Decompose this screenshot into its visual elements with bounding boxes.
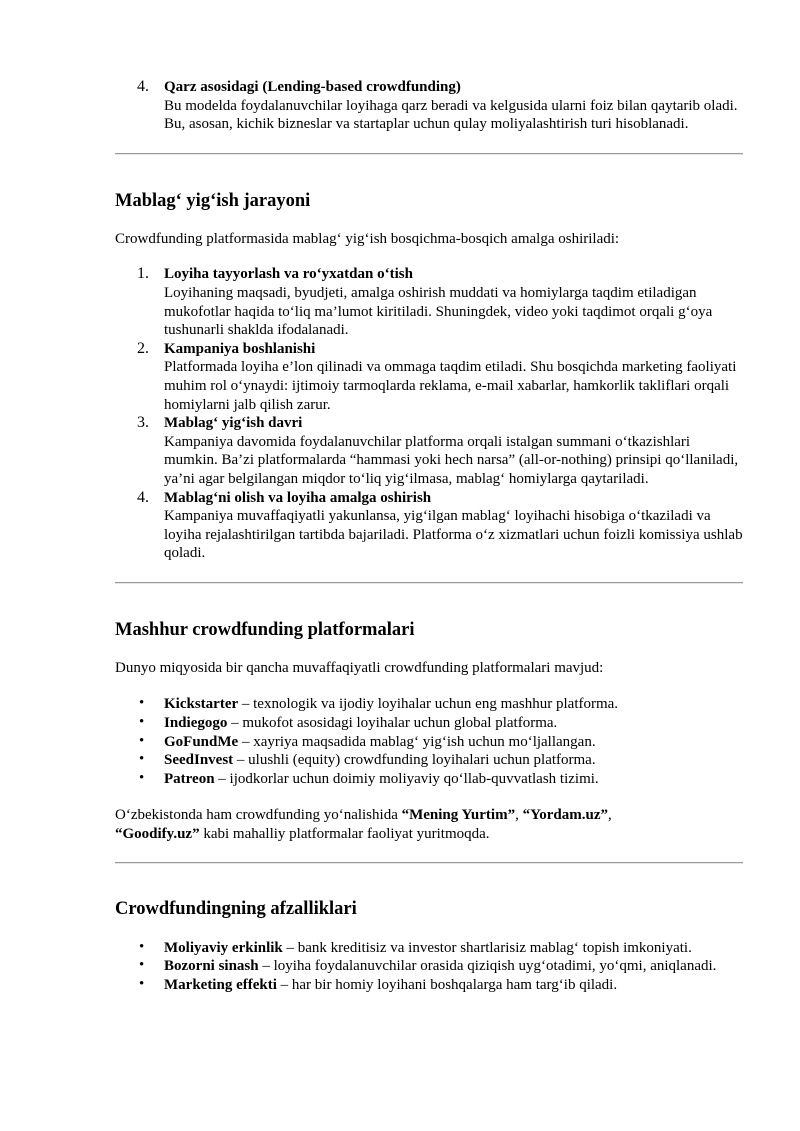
uz-tail: kabi mahalliy platformalar faoliyat yuritmoqda. xyxy=(199,826,490,843)
lending-item xyxy=(115,78,743,134)
section-heading: Mablag‘ yig‘ish jarayoni xyxy=(115,190,311,211)
item-title: Kampaniya boshlanishi xyxy=(164,340,316,357)
list-number: 3. xyxy=(137,414,149,432)
item-title: Mablag‘ni olish va loyiha amalga oshirish xyxy=(164,489,432,506)
platforms-list xyxy=(115,695,743,788)
platform-name: Patreon xyxy=(164,770,215,787)
bullet: • xyxy=(139,769,145,786)
platform-desc: – texnologik va ijodiy loyihalar uchun eng mashhur platforma. xyxy=(238,696,619,713)
list-item xyxy=(115,340,743,414)
advantage-desc: – loyiha foydalanuvchilar orasida qiziqish uyg‘otadimi, yo‘qmi, aniqlanadi. xyxy=(258,958,717,975)
list-number: 2. xyxy=(137,339,149,357)
list-item xyxy=(115,489,743,563)
list-item xyxy=(115,714,743,733)
platform-desc: – xayriya maqsadida mablag‘ yig‘ish uchun mo‘ljallangan. xyxy=(238,733,596,750)
uz-separator: , xyxy=(608,807,612,824)
section-intro: Crowdfunding platformasida mablag‘ yig‘ish bosqichma-bosqich amalga oshiriladi: xyxy=(115,230,620,247)
uzbekistan-paragraph xyxy=(115,806,743,843)
advantage-desc: – har bir homiy loyihani boshqalarga ham targ‘ib qiladi. xyxy=(276,976,618,993)
bullet: • xyxy=(139,957,145,974)
section-divider xyxy=(115,862,743,863)
list-item xyxy=(115,414,743,488)
bullet: • xyxy=(139,751,145,768)
item-text: Kampaniya davomida foydalanuvchilar platforma orqali istalgan summani o‘tkazishlari mumkin. Ba’zi platformalarda “hammasi yoki hech narsa” (all-or-nothing) prinsipi qo‘llaniladi, ya’ni agar belgilangan miqdor to‘liq yig‘ilmasa, mablag‘ homiylarga qaytariladi. xyxy=(164,433,739,487)
item-title: Mablag‘ yig‘ish davri xyxy=(164,415,303,432)
list-item xyxy=(115,751,743,770)
list-item xyxy=(115,770,743,789)
list-item xyxy=(115,976,743,995)
bullet: • xyxy=(139,695,145,712)
list-item xyxy=(115,695,743,714)
section-divider xyxy=(115,153,743,154)
section-heading: Crowdfundingning afzalliklari xyxy=(115,898,357,919)
platform-name: SeedInvest xyxy=(164,752,234,769)
item-title: Qarz asosidagi (Lending-based crowdfunding) xyxy=(164,79,461,95)
bullet: • xyxy=(139,714,145,731)
item-title: Loyiha tayyorlash va ro‘yxatdan o‘tish xyxy=(164,266,413,283)
platform-desc: – mukofot asosidagi loyihalar uchun global platforma. xyxy=(227,715,558,732)
advantage-desc: – bank kreditisiz va investor shartlarisiz mablag‘ topish imkoniyati. xyxy=(282,939,692,956)
section-intro: Dunyo miqyosida bir qancha muvaffaqiyatli crowdfunding platformalari mavjud: xyxy=(115,659,604,676)
uz-platform-name: “Goodify.uz” xyxy=(115,826,200,843)
item-text: Kampaniya muvaffaqiyatli yakunlansa, yig‘ilgan mablag‘ loyihachi hisobiga o‘tkaziladi va loyiha rejalashtirilgan tartibda bajariladi. Platforma o‘z xizmatlari uchun foizli komissiya ushlab qoladi. xyxy=(164,508,743,562)
list-item xyxy=(115,957,743,976)
platform-desc: – ijodkorlar uchun doimiy moliyaviy qo‘llab-quvvatlash tizimi. xyxy=(214,770,599,787)
platform-name: GoFundMe xyxy=(164,733,239,750)
item-text: Bu modelda foydalanuvchilar loyihaga qarz beradi va kelgusida ularni foiz bilan qaytarib oladi. Bu, asosan, kichik bizneslar va startaplar uchun qulay moliyalashtirish turi hisoblanadi. xyxy=(164,97,738,133)
section-divider xyxy=(115,582,743,583)
bullet: • xyxy=(139,732,145,749)
item-text: Loyihaning maqsadi, byudjeti, amalga oshirish muddati va homiylarga taqdim etiladigan mukofotlar haqida to‘liq ma’lumot kiritiladi. Shuningdek, video yoki taqdimot orqali g‘oya tushunarli shaklda ifodalanadi. xyxy=(164,284,713,339)
uz-separator: , xyxy=(515,807,523,824)
advantage-name: Marketing effekti xyxy=(164,976,277,993)
uz-platform-name: “Yordam.uz” xyxy=(522,807,609,824)
document-page xyxy=(115,74,743,994)
list-item xyxy=(115,265,743,339)
uz-platform-name: “Mening Yurtim” xyxy=(401,807,516,824)
item-text: Platformada loyiha e’lon qilinadi va ommaga taqdim etiladi. Shu bosqichda marketing faoliyati muhim rol o‘ynaydi: ijtimoiy tarmoqlarda reklama, e-mail xabarlar, hamkorlik takliflari orqali homiylarni jalb qilish zarur. xyxy=(164,359,737,413)
bullet: • xyxy=(139,975,145,992)
advantages-list xyxy=(115,939,743,995)
list-number: 4. xyxy=(137,78,149,95)
platform-desc: – ulushli (equity) crowdfunding loyihalari uchun platforma. xyxy=(233,752,596,769)
bullet: • xyxy=(139,938,145,955)
advantage-name: Bozorni sinash xyxy=(164,958,259,975)
platform-name: Indiegogo xyxy=(164,715,228,732)
platform-name: Kickstarter xyxy=(164,696,239,713)
list-number: 1. xyxy=(137,265,149,283)
list-item xyxy=(115,733,743,752)
section-heading: Mashhur crowdfunding platformalari xyxy=(115,619,415,640)
steps-list xyxy=(115,265,743,563)
list-item xyxy=(115,939,743,958)
advantage-name: Moliyaviy erkinlik xyxy=(164,939,283,956)
list-number: 4. xyxy=(137,488,149,506)
uz-lead: O‘zbekistonda ham crowdfunding yo‘nalishida xyxy=(115,807,402,824)
